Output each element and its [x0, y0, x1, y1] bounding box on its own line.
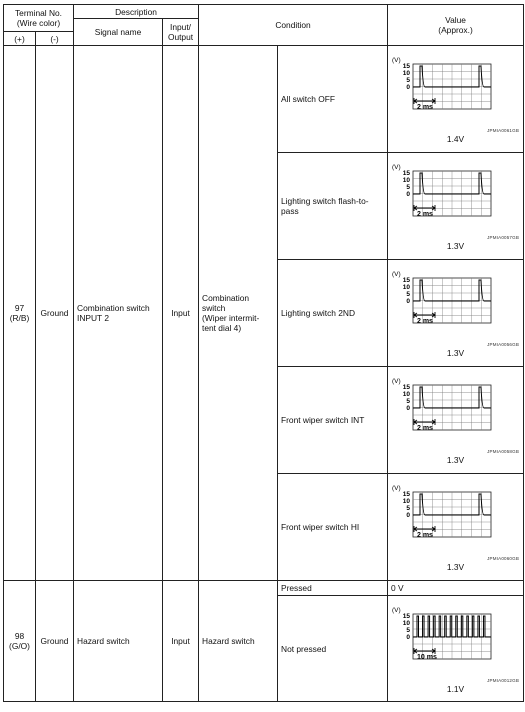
waveform-svg [391, 377, 496, 441]
axis-tick-label: 0 [406, 191, 411, 198]
axis-unit: (V) [392, 164, 401, 171]
axis-unit: (V) [392, 57, 401, 64]
axis-tick-label: 15 [402, 613, 411, 620]
value-text: 1.3V [446, 348, 465, 358]
figure-code: JPMIA0061GB [487, 128, 520, 133]
time-scale-label: 2 ms [417, 532, 433, 539]
axis-tick-label: 10 [402, 284, 411, 291]
condition-cell: Front wiper switch INT [278, 367, 388, 474]
axis-tick-label: 0 [406, 84, 411, 91]
value-text: 1.3V [446, 562, 465, 572]
axis-tick-label: 15 [402, 63, 411, 70]
axis-tick-label: 10 [402, 70, 411, 77]
condition-header: Condition [199, 5, 388, 46]
figure-code: JPMIA0060GB [487, 556, 520, 561]
terminal-table [3, 4, 524, 702]
oscilloscope-waveform [391, 606, 496, 672]
condition-group-cell: Combination switch (Wiper intermit- tent dial 4) [199, 46, 278, 581]
time-scale-label: 2 ms [417, 104, 433, 111]
oscilloscope-waveform [391, 270, 496, 336]
value-cell [388, 596, 524, 702]
condition-cell: Pressed [278, 581, 388, 596]
figure-code: JPMIA0057GB [487, 235, 520, 240]
axis-unit: (V) [392, 378, 401, 385]
axis-tick-label: 10 [402, 177, 411, 184]
value-text: 1.1V [446, 684, 465, 694]
oscilloscope-waveform [391, 377, 496, 443]
axis-tick-label: 15 [402, 170, 411, 177]
value-cell [388, 474, 524, 581]
figure-code: JPMIA0012GB [487, 678, 520, 683]
ground-cell: Ground [36, 46, 74, 581]
figure-code: JPMIA0056GB [487, 342, 520, 347]
description-header: Description [74, 5, 199, 19]
figure-code: JPMIA0058GB [487, 449, 520, 454]
axis-tick-label: 5 [406, 398, 411, 405]
axis-unit: (V) [392, 485, 401, 492]
time-scale-label: 10 ms [417, 654, 437, 661]
value-text: 1.3V [446, 455, 465, 465]
waveform-svg [391, 606, 496, 670]
time-scale-label: 2 ms [417, 211, 433, 218]
axis-tick-label: 15 [402, 384, 411, 391]
axis-tick-label: 10 [402, 498, 411, 505]
axis-tick-label: 15 [402, 277, 411, 284]
axis-tick-label: 0 [406, 512, 411, 519]
axis-tick-label: 0 [406, 405, 411, 412]
value-cell [388, 367, 524, 474]
value-text: 1.4V [446, 134, 465, 144]
axis-tick-label: 10 [402, 391, 411, 398]
waveform-svg [391, 270, 496, 334]
condition-group-cell: Hazard switch [199, 581, 278, 702]
axis-unit: (V) [392, 607, 401, 614]
axis-unit: (V) [392, 271, 401, 278]
value-header: Value (Approx.) [388, 5, 524, 46]
oscilloscope-waveform [391, 163, 496, 229]
ground-cell: Ground [36, 581, 74, 702]
condition-cell: Not pressed [278, 596, 388, 702]
value-cell [388, 153, 524, 260]
terminal-97-cell: 97 (R/B) [4, 46, 36, 581]
axis-tick-label: 5 [406, 184, 411, 191]
oscilloscope-waveform [391, 56, 496, 122]
condition-cell: Lighting switch 2ND [278, 260, 388, 367]
signal-name-cell: Hazard switch [74, 581, 163, 702]
axis-tick-label: 5 [406, 77, 411, 84]
axis-tick-label: 10 [402, 620, 411, 627]
axis-tick-label: 15 [402, 491, 411, 498]
terminal-header: Terminal No. (Wire color) [4, 5, 74, 32]
axis-tick-label: 5 [406, 627, 411, 634]
io-header: Input/ Output [163, 19, 199, 46]
time-scale-label: 2 ms [417, 318, 433, 325]
condition-cell: Front wiper switch HI [278, 474, 388, 581]
minus-header: (-) [36, 32, 74, 46]
signal-name-header: Signal name [74, 19, 163, 46]
value-text: 1.3V [446, 241, 465, 251]
io-cell: Input [163, 46, 199, 581]
axis-tick-label: 5 [406, 291, 411, 298]
terminal-98-cell: 98 (G/O) [4, 581, 36, 702]
waveform-svg [391, 484, 496, 548]
axis-tick-label: 0 [406, 634, 411, 641]
signal-name-cell: Combination switch INPUT 2 [74, 46, 163, 581]
oscilloscope-waveform [391, 484, 496, 550]
condition-cell: Lighting switch flash-to- pass [278, 153, 388, 260]
waveform-svg [391, 163, 496, 227]
plus-header: (+) [4, 32, 36, 46]
io-cell: Input [163, 581, 199, 702]
condition-cell: All switch OFF [278, 46, 388, 153]
axis-tick-label: 0 [406, 298, 411, 305]
time-scale-label: 2 ms [417, 425, 433, 432]
waveform-svg [391, 56, 496, 120]
value-cell [388, 260, 524, 367]
axis-tick-label: 5 [406, 505, 411, 512]
value-cell [388, 46, 524, 153]
value-text: 0 V [388, 581, 524, 596]
